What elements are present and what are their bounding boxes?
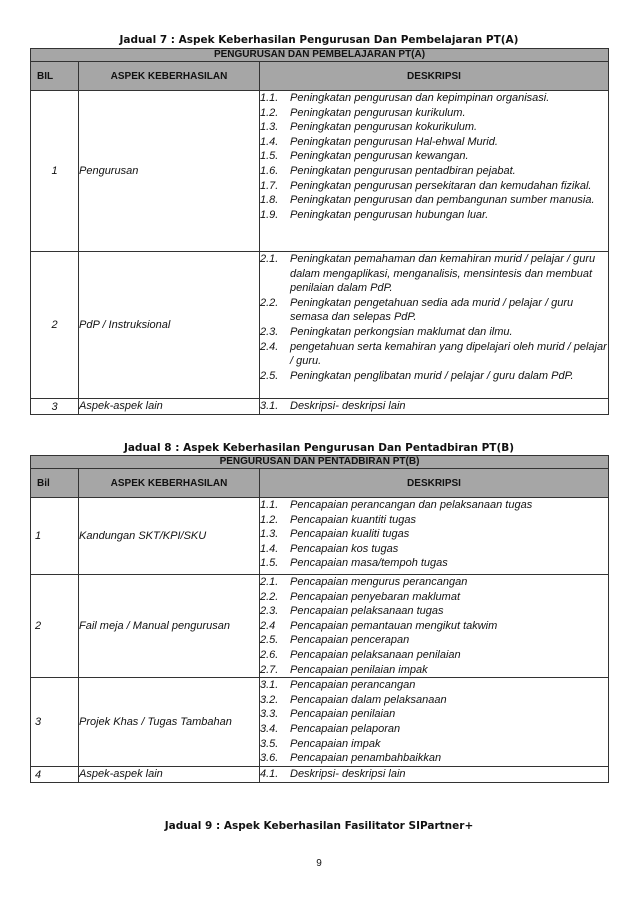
page-number: 9 bbox=[316, 858, 322, 869]
list-item: 2.4. pengetahuan serta kemahiran yang dipelajari oleh murid / pelajar / guru. bbox=[260, 340, 607, 368]
table7 bbox=[30, 48, 609, 415]
list-item: 3.1. Deskripsi- deskripsi lain bbox=[260, 400, 406, 412]
list-item: 3.3. Pencapaian penilaian bbox=[260, 708, 396, 721]
row-number: 3 bbox=[31, 399, 79, 415]
table-row bbox=[31, 678, 609, 767]
row-number: 2 bbox=[31, 252, 79, 399]
list-item: 2.5. Pencapaian pencerapan bbox=[260, 634, 410, 647]
row-number: 3 bbox=[31, 678, 79, 767]
table8-section-title: PENGURUSAN DAN PENTADBIRAN PT(B) bbox=[31, 456, 609, 469]
list-item: 2.1. Peningkatan pemahaman dan kemahiran murid / pelajar / guru dalam mengaplikasi, menganalisis, mensintesis dan membuat penilaian dalam PdP. bbox=[260, 253, 596, 295]
description-list bbox=[260, 498, 609, 575]
list-item: 2.2. Peningkatan pengetahuan sedia ada murid / pelajar / guru semasa dan selepas PdP. bbox=[260, 296, 574, 324]
list-item: 2.3. Peningkatan perkongsian maklumat dan ilmu. bbox=[260, 325, 513, 338]
list-item: 3.4. Pencapaian pelaporan bbox=[260, 722, 401, 735]
list-item: 4.1. Deskripsi- deskripsi lain bbox=[260, 768, 406, 781]
row-number: 4 bbox=[31, 767, 79, 783]
list-item: 2.2. Pencapaian penyebaran maklumat bbox=[260, 590, 461, 603]
table8-header-aspek: ASPEK KEBERHASILAN bbox=[79, 469, 260, 498]
table7-section-title: PENGURUSAN DAN PEMBELAJARAN PT(A) bbox=[31, 49, 609, 62]
description-list bbox=[260, 252, 609, 399]
row-number: 1 bbox=[31, 498, 79, 575]
list-item: 1.5. Pencapaian masa/tempoh tugas bbox=[260, 557, 448, 570]
list-item: 1.2. Peningkatan pengurusan kurikulum. bbox=[260, 106, 466, 119]
description-list bbox=[260, 678, 609, 767]
list-item: 1.2. Pencapaian kuantiti tugas bbox=[260, 513, 416, 526]
list-item: 3.5. Pencapaian impak bbox=[260, 737, 381, 750]
list-item: 2.5. Peningkatan penglibatan murid / pelajar / guru dalam PdP. bbox=[260, 369, 574, 382]
list-item: 2.7. Pencapaian penilaian impak bbox=[260, 663, 428, 676]
table-row bbox=[31, 767, 609, 783]
description-list bbox=[260, 767, 609, 783]
list-item: 2.3. Pencapaian pelaksanaan tugas bbox=[260, 605, 444, 618]
list-item: 1.1. Peningkatan pengurusan dan kepimpinan organisasi. bbox=[260, 92, 550, 104]
list-item: 1.3. Pencapaian kualiti tugas bbox=[260, 528, 410, 541]
list-item: 1.8. Peningkatan pengurusan dan pembangunan sumber manusia. bbox=[260, 194, 595, 207]
table8-header-deskripsi: DESKRIPSI bbox=[260, 469, 609, 498]
table8 bbox=[30, 455, 609, 783]
table7-caption: Jadual 7 : Aspek Keberhasilan Pengurusan Dan Pembelajaran PT(A) bbox=[119, 34, 519, 46]
list-item: 1.3. Peningkatan pengurusan kokurikulum. bbox=[260, 121, 478, 134]
table-row bbox=[31, 252, 609, 399]
list-item: 2.6. Pencapaian pelaksanaan penilaian bbox=[260, 648, 461, 661]
aspect-label: Projek Khas / Tugas Tambahan bbox=[79, 678, 260, 767]
table7-header-bil: BIL bbox=[31, 62, 79, 91]
list-item: 1.4. Pencapaian kos tugas bbox=[260, 542, 399, 555]
list-item: 1.7. Peningkatan pengurusan persekitaran dan kemudahan fizikal. bbox=[260, 179, 592, 192]
table-row bbox=[31, 91, 609, 252]
table7-header-deskripsi: DESKRIPSI bbox=[260, 62, 609, 91]
aspect-label: Aspek-aspek lain bbox=[79, 399, 260, 415]
description-list bbox=[260, 91, 609, 252]
row-number: 2 bbox=[31, 575, 79, 678]
list-item: 1.4. Peningkatan pengurusan Hal-ehwal Murid. bbox=[260, 135, 498, 148]
list-item: 3.1. Pencapaian perancangan bbox=[260, 679, 416, 692]
list-item: 3.6. Pencapaian penambahbaikkan bbox=[260, 752, 442, 765]
list-item: 2.4 Pencapaian pemantauan mengikut takwim bbox=[260, 619, 498, 632]
list-item: 1.9. Peningkatan pengurusan hubungan luar. bbox=[260, 208, 489, 221]
table-row bbox=[31, 575, 609, 678]
table7-header-aspek: ASPEK KEBERHASILAN bbox=[79, 62, 260, 91]
list-item: 1.5. Peningkatan pengurusan kewangan. bbox=[260, 150, 469, 163]
table8-caption: Jadual 8 : Aspek Keberhasilan Pengurusan Dan Pentadbiran PT(B) bbox=[123, 442, 515, 454]
list-item: 3.2. Pencapaian dalam pelaksanaan bbox=[260, 693, 447, 706]
list-item: 1.1. Pencapaian perancangan dan pelaksanaan tugas bbox=[260, 499, 533, 511]
list-item: 2.1. Pencapaian mengurus perancangan bbox=[260, 576, 468, 588]
aspect-label: Fail meja / Manual pengurusan bbox=[79, 575, 260, 678]
description-list bbox=[260, 575, 609, 678]
aspect-label: Aspek-aspek lain bbox=[79, 767, 260, 783]
aspect-label: Pengurusan bbox=[79, 91, 260, 252]
table8-header-bil: Bil bbox=[31, 469, 79, 498]
table-row bbox=[31, 498, 609, 575]
row-number: 1 bbox=[31, 91, 79, 252]
aspect-label: PdP / Instruksional bbox=[79, 252, 260, 399]
description-list bbox=[260, 399, 609, 415]
table-row bbox=[31, 399, 609, 415]
aspect-label: Kandungan SKT/KPI/SKU bbox=[79, 498, 260, 575]
list-item: 1.6. Peningkatan pengurusan pentadbiran pejabat. bbox=[260, 164, 516, 177]
table9-caption: Jadual 9 : Aspek Keberhasilan Fasilitator SIPartner+ bbox=[164, 820, 474, 832]
